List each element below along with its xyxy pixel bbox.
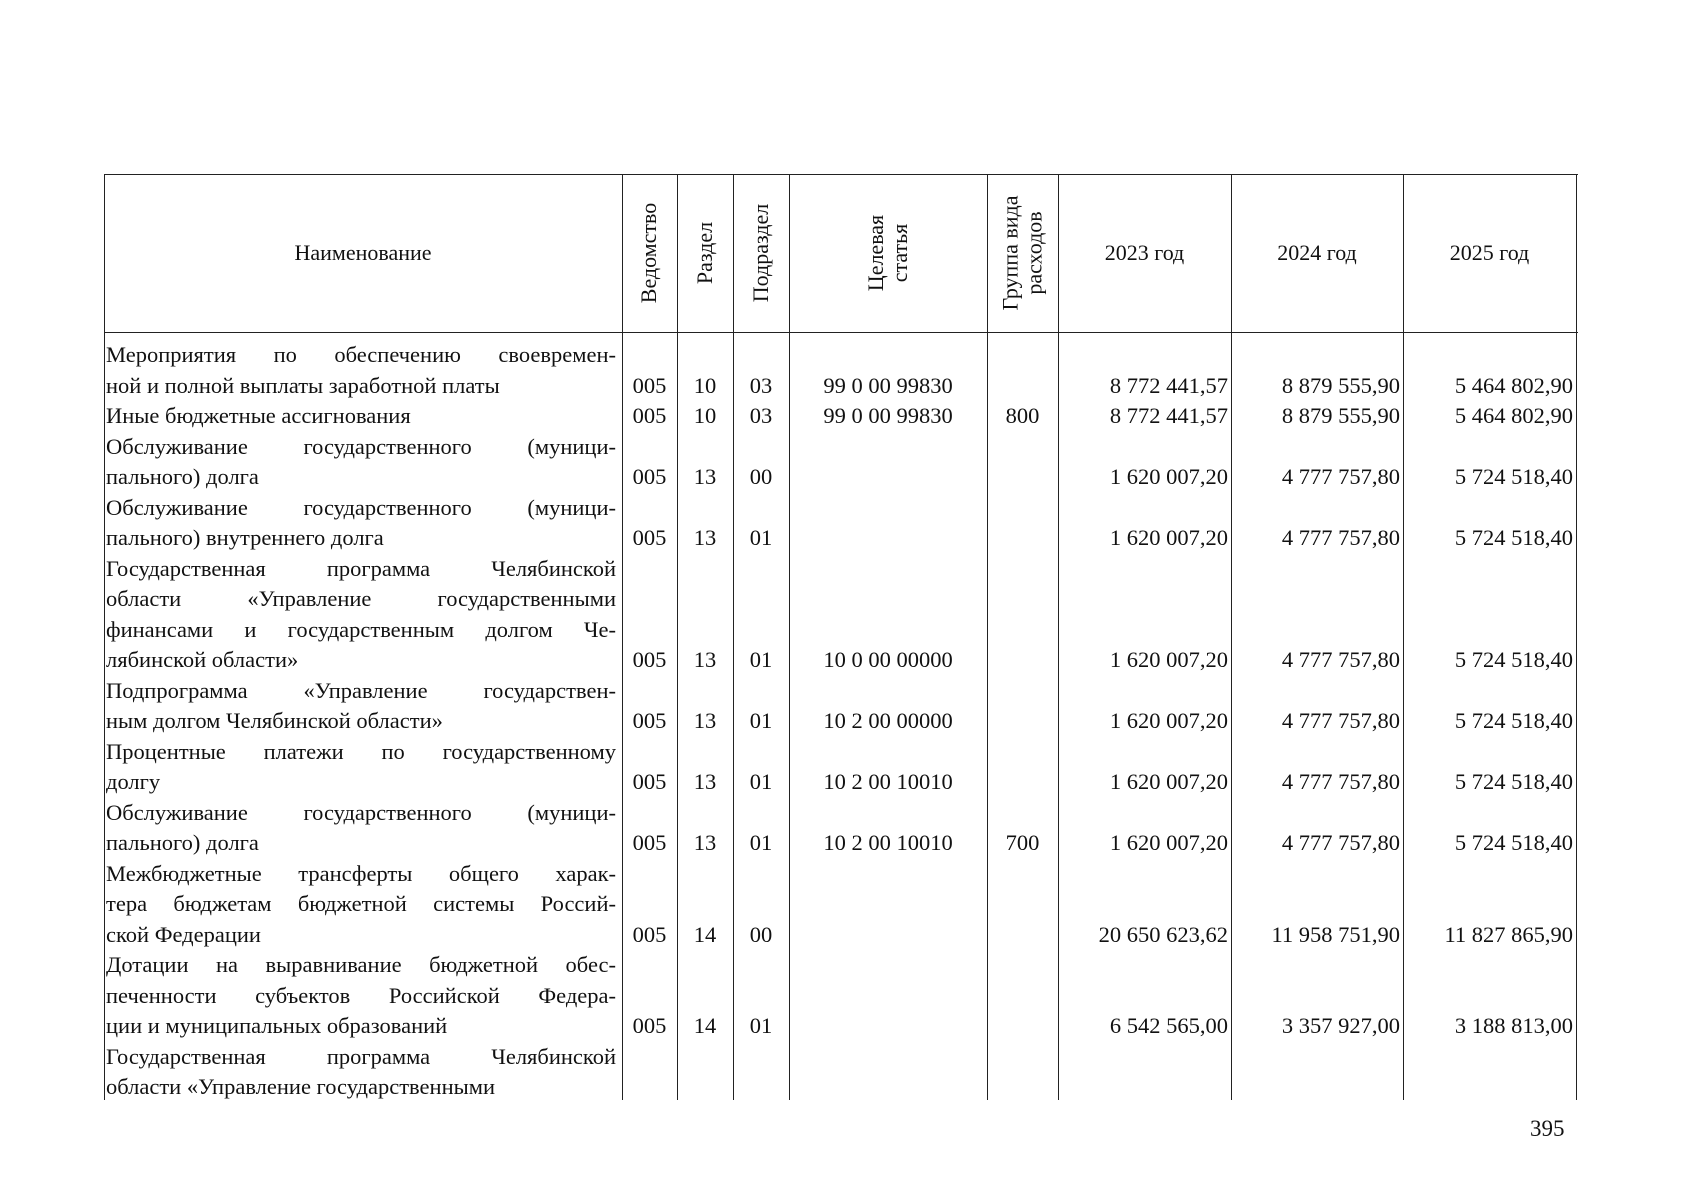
cell-year-2023: 8 772 441,57 bbox=[1109, 403, 1228, 428]
cell-agencyear-: 005 bbox=[632, 708, 667, 733]
cell-agencyear-: 005 bbox=[632, 403, 667, 428]
cell-year-2024: 4 777 757,80 bbox=[1281, 830, 1400, 855]
cell-target: 10 2 00 00000 bbox=[823, 708, 953, 733]
row-name-line: лябинской области» bbox=[106, 647, 299, 672]
cell-group: 800 bbox=[1005, 403, 1040, 428]
cell-target: 10 2 00 10010 bbox=[823, 769, 953, 794]
cell-year-2025: 3 188 813,00 bbox=[1454, 1013, 1573, 1038]
cell-section: 13 bbox=[693, 525, 717, 550]
cell-year-2025: 5 724 518,40 bbox=[1454, 464, 1573, 489]
row-name-line: области «Управление государственными bbox=[106, 1074, 496, 1099]
header-section-label: Раздел bbox=[692, 221, 718, 285]
row-name bbox=[106, 401, 616, 432]
cell-target: 99 0 00 99830 bbox=[823, 403, 953, 428]
cell-year-2024: 4 777 757,80 bbox=[1281, 525, 1400, 550]
header-target-article-label bbox=[864, 215, 912, 291]
cell-year-2025: 5 464 802,90 bbox=[1454, 403, 1573, 428]
row-name-line: Государственная программа Челябинской bbox=[106, 555, 616, 581]
header-subsection-label: Подраздел bbox=[748, 203, 774, 303]
cell-year-2023: 1 620 007,20 bbox=[1109, 647, 1228, 672]
header-2023 bbox=[1058, 174, 1231, 332]
cell-subsection: 01 bbox=[749, 1013, 773, 1038]
cell-section: 13 bbox=[693, 464, 717, 489]
header-target-article-line2: статья bbox=[886, 223, 912, 283]
cell-section: 10 bbox=[693, 372, 717, 398]
cell-year-2023: 1 620 007,20 bbox=[1109, 830, 1228, 855]
row-name-line: Процентные платежи по государственному bbox=[106, 738, 616, 764]
row-name bbox=[106, 950, 616, 1042]
row-name-line: Государственная программа Челябинской bbox=[106, 1043, 616, 1069]
cell-year-2025: 5 464 802,90 bbox=[1454, 372, 1573, 398]
cell-year-2023: 1 620 007,20 bbox=[1109, 769, 1228, 794]
header-agency bbox=[622, 174, 677, 332]
row-name-line: ции и муниципальных образований bbox=[106, 1013, 448, 1038]
cell-target: 10 0 00 00000 bbox=[823, 647, 953, 672]
cell-year-2025: 11 827 865,90 bbox=[1444, 921, 1573, 947]
row-name-line: ной и полной выплаты заработной платы bbox=[106, 372, 500, 398]
row-name bbox=[106, 340, 616, 401]
header-2023-label: 2023 год bbox=[1104, 240, 1185, 265]
row-name-line: Иные бюджетные ассигнования bbox=[106, 403, 411, 428]
cell-agencyear-: 005 bbox=[632, 769, 667, 794]
cell-subsection: 01 bbox=[749, 525, 773, 550]
cell-subsection: 01 bbox=[749, 769, 773, 794]
cell-year-2024: 8 879 555,90 bbox=[1281, 372, 1400, 398]
cell-agencyear-: 005 bbox=[632, 830, 667, 855]
page-number: 395 bbox=[1530, 1116, 1565, 1141]
row-name-line: долгу bbox=[106, 769, 161, 794]
cell-year-2024: 4 777 757,80 bbox=[1281, 708, 1400, 733]
cell-year-2023: 1 620 007,20 bbox=[1109, 708, 1228, 733]
cell-year-2024: 8 879 555,90 bbox=[1281, 403, 1400, 428]
cell-target: 99 0 00 99830 bbox=[823, 372, 953, 398]
row-name bbox=[106, 1042, 616, 1103]
cell-section: 10 bbox=[693, 403, 717, 428]
cell-year-2024: 11 958 751,90 bbox=[1271, 921, 1400, 947]
row-name-line: печенности субъектов Российской Федера- bbox=[106, 982, 616, 1008]
cell-subsection: 01 bbox=[749, 647, 773, 672]
header-bottom-border bbox=[104, 332, 1578, 333]
cell-year-2025: 5 724 518,40 bbox=[1454, 647, 1573, 672]
cell-year-2025: 5 724 518,40 bbox=[1454, 830, 1573, 855]
row-name-line: пального) долга bbox=[106, 830, 259, 855]
header-expense-group-label bbox=[999, 196, 1047, 311]
cell-subsection: 01 bbox=[749, 708, 773, 733]
cell-subsection: 00 bbox=[749, 921, 773, 947]
header-2025-label: 2025 год bbox=[1449, 240, 1530, 265]
header-name bbox=[104, 174, 622, 332]
row-name bbox=[106, 554, 616, 676]
header-expense-group-line2: расходов bbox=[1021, 211, 1047, 295]
row-name-line: Межбюджетные трансферты общего харак- bbox=[106, 860, 616, 886]
header-2025 bbox=[1403, 174, 1576, 332]
row-name-line: Обслуживание государственного (муници- bbox=[106, 494, 616, 520]
header-name-label: Наименование bbox=[294, 240, 432, 265]
cell-year-2025: 5 724 518,40 bbox=[1454, 708, 1573, 733]
row-name bbox=[106, 676, 616, 737]
cell-year-2024: 4 777 757,80 bbox=[1281, 769, 1400, 794]
column-border bbox=[1576, 174, 1577, 1100]
cell-year-2024: 4 777 757,80 bbox=[1281, 464, 1400, 489]
row-name-line: Подпрограмма «Управление государствен- bbox=[106, 677, 616, 703]
cell-year-2023: 20 650 623,62 bbox=[1098, 921, 1228, 947]
cell-agencyear-: 005 bbox=[632, 647, 667, 672]
cell-section: 13 bbox=[693, 708, 717, 733]
cell-section: 13 bbox=[693, 647, 717, 672]
cell-year-2023: 1 620 007,20 bbox=[1109, 525, 1228, 550]
row-name bbox=[106, 798, 616, 859]
cell-year-2024: 3 357 927,00 bbox=[1281, 1013, 1400, 1038]
header-2024-label: 2024 год bbox=[1277, 240, 1357, 265]
cell-year-2025: 5 724 518,40 bbox=[1454, 769, 1573, 794]
row-name-line: Обслуживание государственного (муници- bbox=[106, 799, 616, 825]
cell-agencyear-: 005 bbox=[632, 1013, 667, 1038]
cell-subsection: 00 bbox=[749, 464, 773, 489]
row-name-line: пального) долга bbox=[106, 464, 259, 489]
cell-agencyear-: 005 bbox=[632, 921, 667, 947]
row-name-line: финансами и государственным долгом Че- bbox=[106, 616, 616, 642]
cell-year-2023: 6 542 565,00 bbox=[1109, 1013, 1228, 1038]
cell-section: 13 bbox=[693, 769, 717, 794]
row-name-line: Мероприятия по обеспечению своевремен- bbox=[106, 342, 616, 367]
cell-year-2025: 5 724 518,40 bbox=[1454, 525, 1573, 550]
row-name bbox=[106, 432, 616, 493]
header-section bbox=[677, 174, 733, 332]
row-name-line: пального) внутреннего долга bbox=[106, 525, 384, 550]
cell-agencyear-: 005 bbox=[632, 372, 667, 398]
row-name-line: Обслуживание государственного (муници- bbox=[106, 433, 616, 459]
row-name-line: Дотации на выравнивание бюджетной обес- bbox=[106, 952, 616, 977]
cell-group: 700 bbox=[1005, 830, 1040, 855]
cell-year-2024: 4 777 757,80 bbox=[1281, 647, 1400, 672]
cell-year-2023: 8 772 441,57 bbox=[1109, 372, 1228, 398]
header-target-article bbox=[789, 174, 987, 332]
cell-target: 10 2 00 10010 bbox=[823, 830, 953, 855]
row-name-line: тера бюджетам бюджетной системы Россий- bbox=[106, 891, 616, 916]
cell-section: 14 bbox=[693, 921, 717, 947]
header-expense-group-line1: Группа вида bbox=[997, 195, 1023, 311]
header-expense-group bbox=[987, 174, 1058, 332]
cell-year-2023: 1 620 007,20 bbox=[1109, 464, 1228, 489]
cell-agencyear-: 005 bbox=[632, 464, 667, 489]
row-name bbox=[106, 859, 616, 951]
cell-agencyear-: 005 bbox=[632, 525, 667, 550]
row-name bbox=[106, 737, 616, 798]
header-2024 bbox=[1231, 174, 1403, 332]
row-name-line: ным долгом Челябинской области» bbox=[106, 708, 443, 733]
header-subsection bbox=[733, 174, 789, 332]
cell-subsection: 01 bbox=[749, 830, 773, 855]
row-name bbox=[106, 493, 616, 554]
header-agency-label: Ведомство bbox=[636, 202, 662, 304]
cell-section: 13 bbox=[693, 830, 717, 855]
row-name-line: области «Управление государственными bbox=[106, 586, 616, 611]
row-name-line: ской Федерации bbox=[106, 921, 261, 947]
header-target-article-line1: Целевая bbox=[862, 214, 888, 292]
budget-table bbox=[104, 174, 1578, 1100]
cell-section: 14 bbox=[693, 1013, 717, 1038]
cell-subsection: 03 bbox=[749, 372, 773, 398]
cell-subsection: 03 bbox=[749, 403, 773, 428]
